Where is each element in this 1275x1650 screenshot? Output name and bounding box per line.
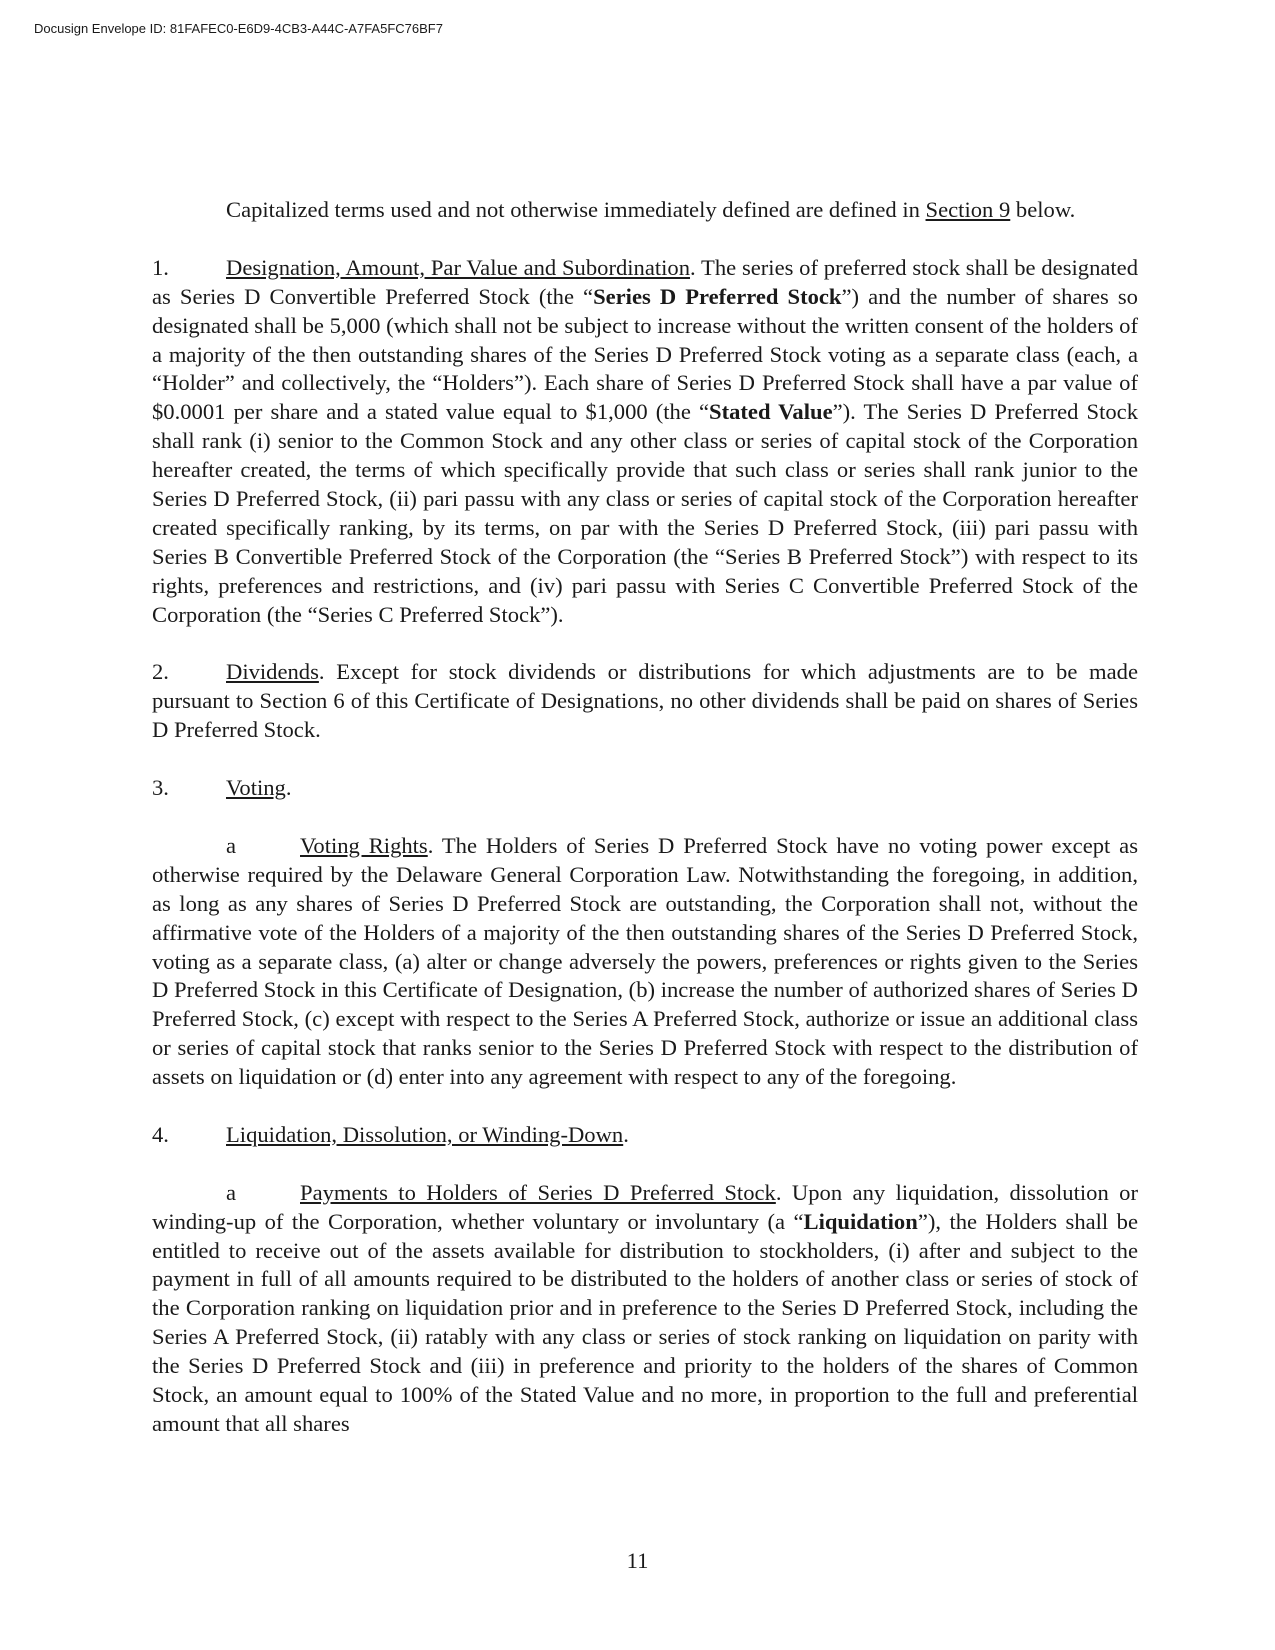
intro-paragraph: [152, 196, 1138, 225]
section-3-heading: [152, 774, 1138, 803]
page-number: 11: [626, 1548, 649, 1573]
section-number: 3.: [152, 775, 169, 801]
heading-period: .: [623, 1121, 629, 1147]
subsection-text: . Upon any liquidation, dissolution or winding-up of the Corporation, whether voluntary or involuntary (a “: [152, 1179, 1138, 1234]
section-heading: Dividends: [226, 659, 319, 685]
section-9-reference: Section 9: [925, 197, 1011, 222]
intro-text: Capitalized terms used and not otherwise immediately defined are defined in: [226, 197, 926, 222]
document-page: [152, 196, 1138, 1468]
section-number: 2.: [152, 659, 169, 685]
defined-term: Stated Value: [709, 399, 833, 425]
subsection-letter: a: [226, 832, 237, 858]
section-heading: Voting: [226, 775, 286, 801]
defined-term: Liquidation: [803, 1208, 918, 1234]
section-text: . The series of preferred stock shall be designated as Series D Convertible Preferred Stock (the “: [152, 254, 1138, 309]
section-1-paragraph: [152, 254, 1138, 630]
subsection-heading: Voting Rights: [300, 832, 428, 858]
section-number: 1.: [152, 254, 169, 280]
section-number: 4.: [152, 1121, 169, 1147]
section-3a-paragraph: [152, 832, 1138, 1092]
heading-period: .: [285, 775, 292, 801]
section-text: . Except for stock dividends or distributions for which adjustments are to be made pursuant to Section 6 of this Certificate of Designations, no other dividends shall be paid on shares of Series D Preferred Stock.: [152, 659, 1138, 743]
defined-term: Series D Preferred Stock: [593, 283, 842, 309]
subsection-text: ”), the Holders shall be entitled to receive out of the assets available for distribution to stockholders, (i) after and subject to the payment in full of all amounts required to be distributed to the holders of another class or series of stock of the Corporation ranking on liquidation prior and in preference to the Series D Preferred Stock, including the Series A Preferred Stock, (ii) ratably with any class or series of stock ranking on liquidation on parity with the Series D Preferred Stock and (iii) in preference and priority to the holders of the shares of Common Stock, an amount equal to 100% of the Stated Value and no more, in proportion to the full and preferential amount that all shares: [152, 1208, 1138, 1436]
section-heading: Designation, Amount, Par Value and Subordination: [226, 254, 691, 280]
section-text: ”). The Series D Preferred Stock shall rank (i) senior to the Common Stock and any other class or series of capital stock of the Corporation hereafter created, the terms of which specifically provide that such class or series shall rank junior to the Series D Preferred Stock, (ii) pari passu with any class or series of capital stock of the Corporation hereafter created specifically ranking, by its terms, on par with the Series D Preferred Stock, (iii) pari passu with Series B Convertible Preferred Stock of the Corporation (the “Series B Preferred Stock”) with respect to its rights, preferences and restrictions, and (iv) pari passu with Series C Convertible Preferred Stock of the Corporation (the “Series C Preferred Stock”).: [152, 399, 1139, 627]
subsection-heading: Payments to Holders of Series D Preferred Stock: [300, 1179, 776, 1205]
intro-text-end: below.: [1010, 197, 1076, 222]
section-2-paragraph: [152, 658, 1138, 745]
section-text: ”) and the number of shares so designated shall be 5,000 (which shall not be subject to increase without the written consent of the holders of a majority of the then outstanding shares of the Series D Preferred Stock voting as a separate class (each, a “Holder” and collectively, the “Holders”). Each share of Series D Preferred Stock shall have a par value of $0.0001 per share and a stated value equal to $1,000 (the “: [152, 283, 1138, 425]
section-heading: Liquidation, Dissolution, or Winding-Down: [226, 1121, 624, 1147]
docusign-envelope-id: Docusign Envelope ID: 81FAFEC0-E6D9-4CB3-A44C-A7FA5FC76BF7: [34, 21, 443, 36]
section-4-heading: [152, 1121, 1138, 1150]
section-4a-paragraph: [152, 1179, 1138, 1439]
subsection-letter: a: [226, 1179, 237, 1205]
subsection-text: . The Holders of Series D Preferred Stock have no voting power except as otherwise required by the Delaware General Corporation Law. Notwithstanding the foregoing, in addition, as long as any shares of Series D Preferred Stock are outstanding, the Corporation shall not, without the affirmative vote of the Holders of a majority of the then outstanding shares of the Series D Preferred Stock, voting as a separate class, (a) alter or change adversely the powers, preferences or rights given to the Series D Preferred Stock in this Certificate of Designation, (b) increase the number of authorized shares of Series D Preferred Stock, (c) except with respect to the Series A Preferred Stock, authorize or issue an additional class or series of capital stock that ranks senior to the Series D Preferred Stock with respect to the distribution of assets on liquidation or (d) enter into any agreement with respect to any of the foregoing.: [152, 832, 1138, 1090]
